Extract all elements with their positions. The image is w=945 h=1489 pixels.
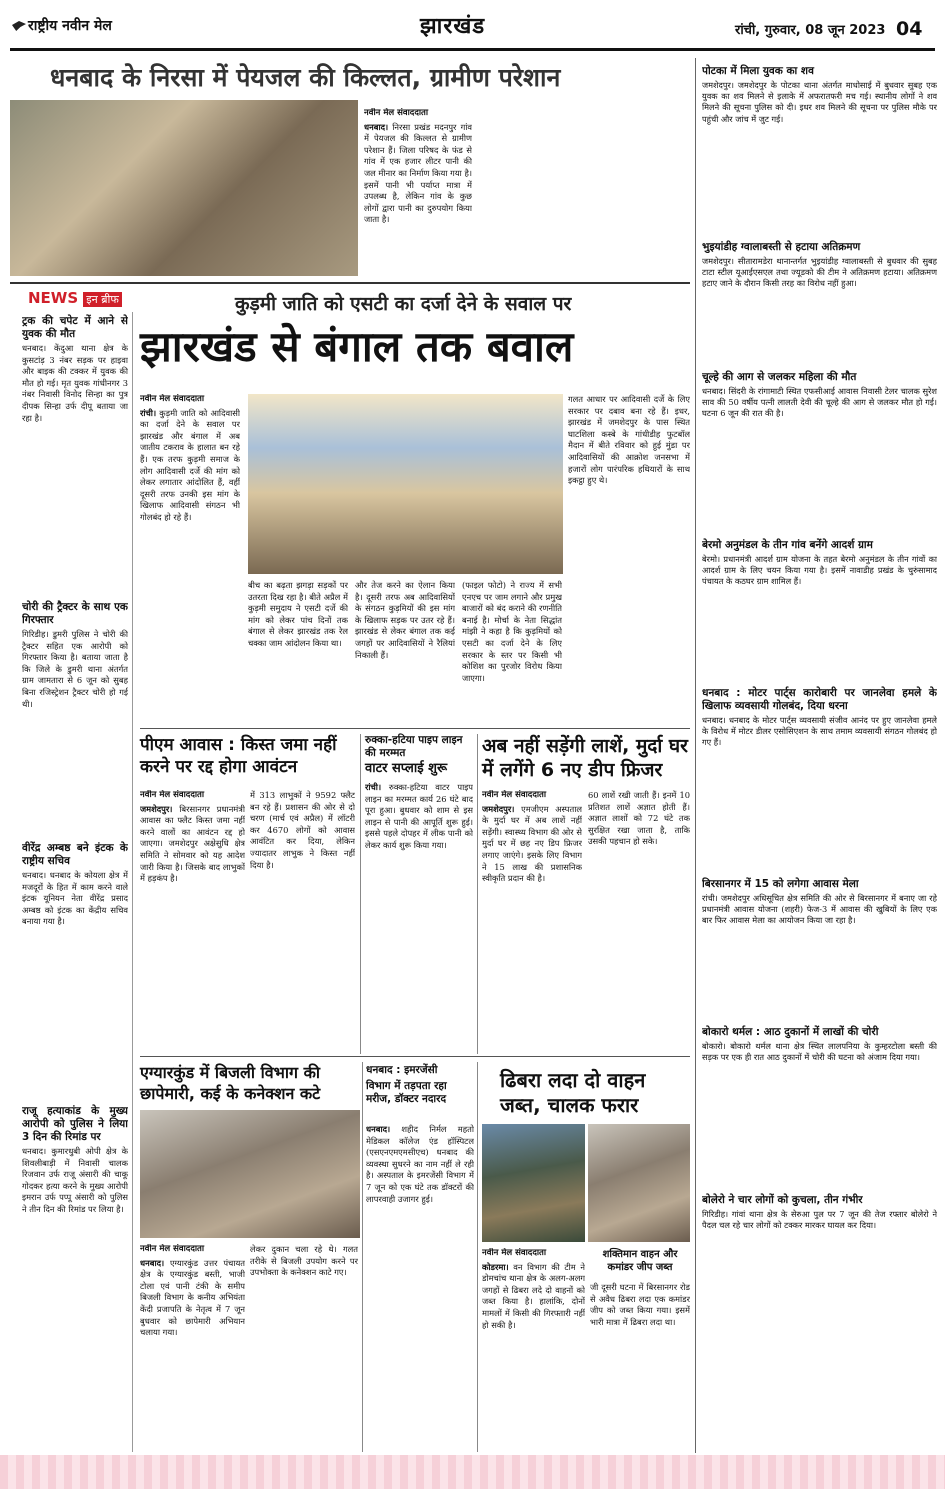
power-raid-col2: लेकर दुकान चला रहे थे। गलत तरीके से बिजली उपयोग करने पर उपभोक्ता के कनेक्शन काटे गए। — [250, 1244, 358, 1278]
bodies-headline: अब नहीं सड़ेंगी लाशें, मुर्दा घर में लगेंगे 6 नए डीप फ्रिजर — [482, 735, 688, 781]
pm-awas-col1 — [140, 790, 245, 1050]
bodies-dateline: जमशेदपुर। — [482, 803, 515, 814]
right-item-headline: बिरसानगर में 15 को लगेगा आवास मेला — [702, 878, 859, 890]
mid-rule — [140, 1056, 690, 1057]
pm-awas-headline: पीएम आवास : किस्त जमा नहीं करने पर रद्द होगा आवंटन — [140, 735, 337, 777]
water-kicker: रुक्का-हटिया पाइप लाइन की मरम्मत — [365, 734, 463, 759]
section-rule — [10, 282, 690, 284]
section-title: झारखंड — [420, 14, 486, 39]
pm-awas-body: बिरसानगर प्रधानमंत्री आवास का फ्लैट किस्त जमा नहीं करने वालों का आवंटन रद्द हो जाएगा। जमशेदपुर अक्षेसुधि क्षेत्र समिति ने सोमवार को यह आदेश जारी किया है। जिसके बाद लाभुकों में हड़कंप है। — [140, 803, 245, 884]
masthead — [0, 0, 945, 58]
emergency-body: शहीद निर्मल महतो मेडिकल कॉलेज एंड हॉस्पिटल (एसएनएमएमसीएच) धनबाद की व्यवस्था सुधरने का नाम नहीं ले रही है। अस्पताल के इमरजेंसी विभाग में 7 जून को एक घंटे तक डॉक्टरों की लापरवाही उजागर हुई। — [366, 1124, 474, 1204]
lead-col2: बीच का बढ़ता झगड़ा सड़कों पर उतरता दिख रहा है। बीते अप्रैल में कुड़मी समुदाय ने एसटी दर्जे की मांग को लेकर पांच दिनों तक बंगाल से लेकर झारखंड तक रेल चक्का जाम आंदोलन किया था। — [248, 580, 348, 648]
emergency-body-col — [366, 1124, 474, 1452]
lead-kicker: कुड़मी जाति को एसटी का दर्जा देने के सवाल पर — [235, 293, 572, 315]
bodies-col2: 60 लाशें रखी जाती हैं। इनमें 10 प्रतिशत लाशें अज्ञात होती हैं। अज्ञात लाशों को 72 घंटे तक सुरक्षित रखा जाता है, ताकि उसकी पहचान हो सके। — [588, 790, 690, 847]
dhibra-headline: ढिबरा लदा दो वाहन जब्त, चालक फरार — [500, 1068, 646, 1117]
right-item-headline: भुइयांडीह ग्वालाबस्ती से हटाया अतिक्रमण — [702, 241, 861, 253]
brief-item-body: धनबाद। धनबाद के कोयला क्षेत्र में मजदूरों के हित में काम करने वाले इंटक यूनियन नेता वीरेंद्र प्रसाद अम्बष्ठ को इंटक का केंद्रीय सचिव बनाया गया है। — [22, 870, 128, 927]
top-story-dateline: धनबाद। — [364, 121, 389, 132]
top-story-photo — [10, 100, 358, 276]
power-raid-headline: एग्यारकुंड में बिजली विभाग की छापेमारी, कई के कनेक्शन कटे — [140, 1063, 321, 1103]
right-news-column — [702, 62, 937, 1452]
lead-col4: (फाइल फोटो) ने राज्य में सभी एनएच पर जाम लगाने और प्रमुख बाजारों को बंद कराने की रणनीति बनाई है। मोर्चा के नेता सिद्धांत मांझी ने कहा है कि कुड़मियों को एसटी का दर्जा देने के लिए सरकार के स्तर पर किसी भी कोशिश का पुरजोर विरोध किया जाएगा। — [462, 580, 562, 683]
top-story-body: निरसा प्रखंड मदनपुर गांव में पेयजल की किल्लत से ग्रामीण परेशान हैं। जिला परिषद के फंड से गांव में एक हजार लीटर पानी की जल मीनार का निर्माण किया गया है। इसमें पानी भी पर्याप्त मात्रा में उपलब्ध है, लेकिन गांव के कुछ लोगों द्वारा पानी का दुरुपयोग किया जाता है। — [364, 121, 472, 225]
pm-awas-dateline: जमशेदपुर। — [140, 803, 173, 814]
right-item-body: जमशेदपुर। सीतारामडेरा थानान्तर्गत भुइयांडीह ग्वालाबस्ती से बुधवार की सुबह टाटा स्टील यूआईएसएल तथा ज्यूडको की टीम ने अतिक्रमण हटाया। अतिक्रमण हटाए जाने के दौरान किसी तरह का विरोध नहीं हुआ। — [702, 256, 937, 289]
dhibra-col1 — [482, 1248, 585, 1452]
brief-divider — [132, 312, 133, 1452]
bodies-divider — [477, 734, 478, 1054]
lead-dateline: रांची। — [140, 407, 157, 418]
right-item-headline: बोकारो थर्मल : आठ दुकानों में लाखों की चोरी — [702, 1026, 879, 1038]
emergency-kicker: धनबाद : इमरजेंसी — [366, 1064, 438, 1076]
right-item-headline: बेरमो अनुमंडल के तीन गांव बनेंगे आदर्श ग्राम — [702, 539, 873, 551]
dhibra-divider — [477, 1062, 478, 1452]
emergency-divider — [362, 1062, 363, 1452]
right-item-body: रांची। जमशेदपुर अधिसूचित क्षेत्र समिति की ओर से बिरसानगर में बनाए जा रहे प्रधानमंत्री आवास योजना (शहरी) फेज-3 में आवास की खुबियों के लिए एक बार फिर आवास मेला का आयोजन किया जा रहा है। — [702, 893, 937, 926]
right-item-headline: पोटका में मिला युवक का शव — [702, 65, 814, 77]
top-story-headline: धनबाद के निरसा में पेयजल की किल्लत, ग्रामीण परेशान — [50, 63, 561, 92]
in-brief-label: इन ब्रीफ — [83, 292, 122, 307]
date-line: रांची, गुरुवार, 08 जून 2023 — [735, 23, 886, 38]
dhibra-byline: नवीन मेल संवाददाता — [482, 1248, 547, 1258]
dhibra-body: वन विभाग की टीम ने डोमचांच थाना क्षेत्र के अलग-अलग जगहों से ढिबरा लदे दो वाहनों को जब्त किया है। हालांकि, दोनों मामलों में किसी की गिरफ्तारी नहीं हो सकी है। — [482, 1261, 585, 1330]
page-number: 04 — [896, 18, 923, 40]
dhibra-caption: शक्तिमान वाहन और कमांडर जीप जब्त — [602, 1249, 678, 1273]
masthead-rule — [10, 48, 935, 51]
water-dateline: रांची। — [365, 782, 382, 792]
right-item-body: धनबाद। सिंदरी के रांगामाटी स्थित एफसीआई आवास निवासी टेलर चालक सुरेश साव की 50 वर्षीय पत्नी लालती देवी की चूल्हे की आग से जलकर मौत हो गई। घटना 6 जून की रात की है। — [702, 386, 937, 419]
brief-item-body: धनबाद। केंदुआ थाना क्षेत्र के कुसटांड़ 3 नंबर सड़क पर हाइवा और बाइक की टक्कर में युवक की मौत हो गई। मृत युवक गांधीनगर 3 नंबर निवासी विनोद सिन्हा का पुत्र दीपक सिन्हा उर्फ दीपू बताया जा रहा है। — [22, 343, 128, 423]
bird-logo-icon — [12, 21, 26, 31]
top-story-col1 — [364, 108, 472, 278]
right-item-body: गिरिडीह। गांवां थाना क्षेत्र के सेरुआ पुल पर 7 जून की तेज रफ्तार बोलेरो ने पैदल चल रहे चार लोगों को टक्कर मारकर घायल कर दिया। — [702, 1209, 937, 1231]
lead-byline: नवीन मेल संवाददाता — [140, 394, 205, 404]
bodies-byline: नवीन मेल संवाददाता — [482, 790, 547, 800]
brief-item-headline: राजू हत्याकांड के मुख्य आरोपी को पुलिस ने लिया 3 दिन की रिमांड पर — [22, 1105, 128, 1143]
pm-awas-byline: नवीन मेल संवाददाता — [140, 790, 205, 800]
logo-text: राष्ट्रीय नवीन मेल — [28, 18, 112, 34]
dhibra-col2: जी दूसरी घटना में बिरसानगर रोड से अवैध ढिबरा लदा एक कमांडर जीप को जब्त किया गया। इसमें भारी मात्रा में ढिबरा लदा था। — [590, 1282, 690, 1327]
news-in-brief-header — [28, 288, 168, 310]
power-raid-photo — [140, 1110, 360, 1238]
brief-item-headline: ट्रक की चपेट में आने से युवक की मौत — [22, 315, 128, 340]
power-raid-dateline: धनबाद। — [140, 1257, 165, 1268]
water-body-col — [365, 782, 473, 1052]
lead-headline: झारखंड से बंगाल तक बवाल — [140, 322, 574, 371]
lead-rule — [140, 728, 690, 729]
brief-item-headline: वीरेंद्र अम्बष्ठ बने इंटक के राष्ट्रीय सचिव — [22, 842, 128, 867]
water-divider — [360, 734, 361, 1054]
newspaper-logo — [12, 16, 112, 35]
right-item-headline: चूल्हे की आग से जलकर महिला की मौत — [702, 371, 857, 383]
pm-awas-col2: में 313 लाभुकों ने 9592 फ्लैट बन रहे हैं। प्रशासन की ओर से दो चरण (मार्च एवं अप्रैल) में लॉटरी कर 4670 लोगों को आवास आवंटित कर दिया, लेकिन ज्यादातर लाभुक ने किस्त नहीं दिया है। — [250, 790, 355, 870]
lead-col1 — [140, 394, 240, 724]
bodies-col1 — [482, 790, 582, 1052]
power-raid-col1 — [140, 1244, 245, 1452]
brief-item-headline: चोरी की ट्रैक्टर के साथ एक गिरफ्तार — [22, 601, 128, 626]
top-story-col3 — [590, 108, 690, 278]
lead-col5: गलत आधार पर आदिवासी दर्जे के लिए सरकार पर दबाव बना रहे हैं। इधर, झारखंड में जमशेदपुर के पास स्थित घाटशिला कस्बे के गांधीडीह फुटबॉल मैदान में बीते रविवार को हुई मुंडा पर आदिवासियों की आक्रोश जनसभा में हजारों लोग पारंपरिक हथियारों के साथ इकट्ठा हुए थे। — [568, 394, 690, 486]
dhibra-dateline: कोडरमा। — [482, 1261, 509, 1272]
right-item-body: बोकारो। बोकारो थर्मल थाना क्षेत्र स्थित लालपनिया के कुम्हरटोला बस्ती की सड़क पर एक ही रात आठ दुकानों में चोरी की घटना को अंजाम दिया गया। — [702, 1041, 937, 1063]
brief-item-body: गिरिडीह। डुमरी पुलिस ने चोरी की ट्रैक्टर सहित एक आरोपी को गिरफ्तार किया है। बताया जाता है कि जिले के डुमरी थाना अंतर्गत ग्राम जामतारा से 6 जून को सुबह बिना रजिस्ट्रेशन ट्रैक्टर चोरी हो गई थी। — [22, 629, 128, 709]
top-story-col2 — [478, 108, 584, 278]
right-item-body: धनबाद। धनबाद के मोटर पार्ट्स व्यवसायी संजीव आनंद पर हुए जानलेवा हमले के विरोध में मोटर डीलर एसोसिएशन के साथ तमाम व्यवसायी संगठन गोलबंद हो गए हैं। — [702, 715, 937, 748]
right-column-divider — [695, 58, 696, 1453]
right-item-headline: बोलेरो ने चार लोगों को कुचला, तीन गंभीर — [702, 1194, 863, 1206]
right-item-body: जमशेदपुर। जमशेदपुर के पोटका थाना अंतर्गत माधोसाई में बुधवार सुबह एक युवक का शव मिलने से इलाके में अफरातफरी मच गई। स्थानीय लोगों ने शव मिलने की सूचना पुलिस को दी। इधर शव मिलने की सूचना पर पुलिस मौके पर पहुंची और जांच में जुट गई। — [702, 80, 937, 124]
power-raid-body: एग्यारकुंड उत्तर पंचायत क्षेत्र के एग्यारकुंड बस्ती, भाजी टोला एवं पानी टंकी के समीप बिजली विभाग के कनीय अभियंता केंदी प्रजापति के नेतृत्व में 7 जून बुधवार को छापेमारी अभियान चलाया गया। — [140, 1257, 245, 1338]
right-item-body: बेरमो। प्रधानमंत्री आदर्श ग्राम योजना के तहत बेरमो अनुमंडल के तीन गांवों का आदर्श ग्राम के लिए चयन किया गया है। इसमें नावाडीह प्रखंड के चुरुंसामाद पंचायत के कठघर ग्राम शामिल हैं। — [702, 554, 937, 587]
water-headline: वाटर सप्लाई शुरू — [365, 761, 448, 776]
lead-body: कुड़मी जाति को आदिवासी का दर्जा देने के सवाल पर झारखंड और बंगाल में अब जातीय टकराव के हालात बन रहे हैं। एक तरफ कुड़मी समाज के लोग आदिवासी दर्जे की मांग को लेकर लगातार आंदोलित हैं, वहीं दूसरी तरफ उनकी इस मांग के खिलाफ आदिवासी संगठन भी गोलबंद हो रहे हैं। — [140, 407, 240, 522]
lead-photo — [248, 394, 563, 574]
emergency-dateline: धनबाद। — [366, 1124, 391, 1134]
power-raid-byline: नवीन मेल संवाददाता — [140, 1244, 205, 1254]
news-label: NEWS — [28, 289, 79, 307]
brief-item-body: धनबाद। कुमारधुबी ओपी क्षेत्र के शिवलीबाड़ी में निवासी चालक रिजवान उर्फ राजू अंसारी की चाकू गोदकर हत्या करने के मुख्य आरोपी इमरान उर्फ पप्पू अंसारी को पुलिस ने तीन दिन की रिमांड पर लिया है। — [22, 1146, 128, 1214]
water-body: रुक्का-हटिया वाटर पाइप लाइन का मरम्मत कार्य 26 घंटे बाद पूरा हुआ। बुधवार को शाम से इस लाइन से पानी की आपूर्ति शुरू हुई। इससे पहले दोपहर में लीक पानी को लेकर कार्य शुरू किया गया। — [365, 782, 473, 850]
lead-col3: और तेज करने का ऐलान किया है। दूसरी तरफ अब आदिवासियों के संगठन कुड़मियों की इस मांग के खिलाफ सड़क पर उतर रहे हैं। झारखंड से लेकर बंगाल तक कई जगहों पर आदिवासियों ने रैलियां निकाली हैं। — [355, 580, 455, 660]
bottom-decorative-band — [0, 1455, 945, 1489]
dhibra-photo-1 — [482, 1124, 585, 1242]
bodies-body: एमजीएम अस्पताल के मुर्दा घर में अब लाशें नहीं सड़ेंगी। स्वास्थ्य विभाग की ओर से मुर्दा घर में छह नए डिप फ्रिजर लगाए जाएंगे। इसके लिए विभाग ने 15 लाख की प्रशासनिक स्वीकृति प्रदान की है। — [482, 803, 582, 884]
right-item-headline: धनबाद : मोटर पार्ट्स कारोबारी पर जानलेवा हमले के खिलाफ व्यवसायी गोलबंद, दिया धरना — [702, 687, 937, 712]
emergency-headline: विभाग में तड़पता रहा मरीज, डॉक्टर नदारद — [366, 1080, 447, 1105]
top-story-byline: नवीन मेल संवाददाता — [364, 108, 429, 118]
dhibra-photo-2 — [588, 1124, 690, 1242]
news-in-brief-list — [22, 312, 128, 1452]
